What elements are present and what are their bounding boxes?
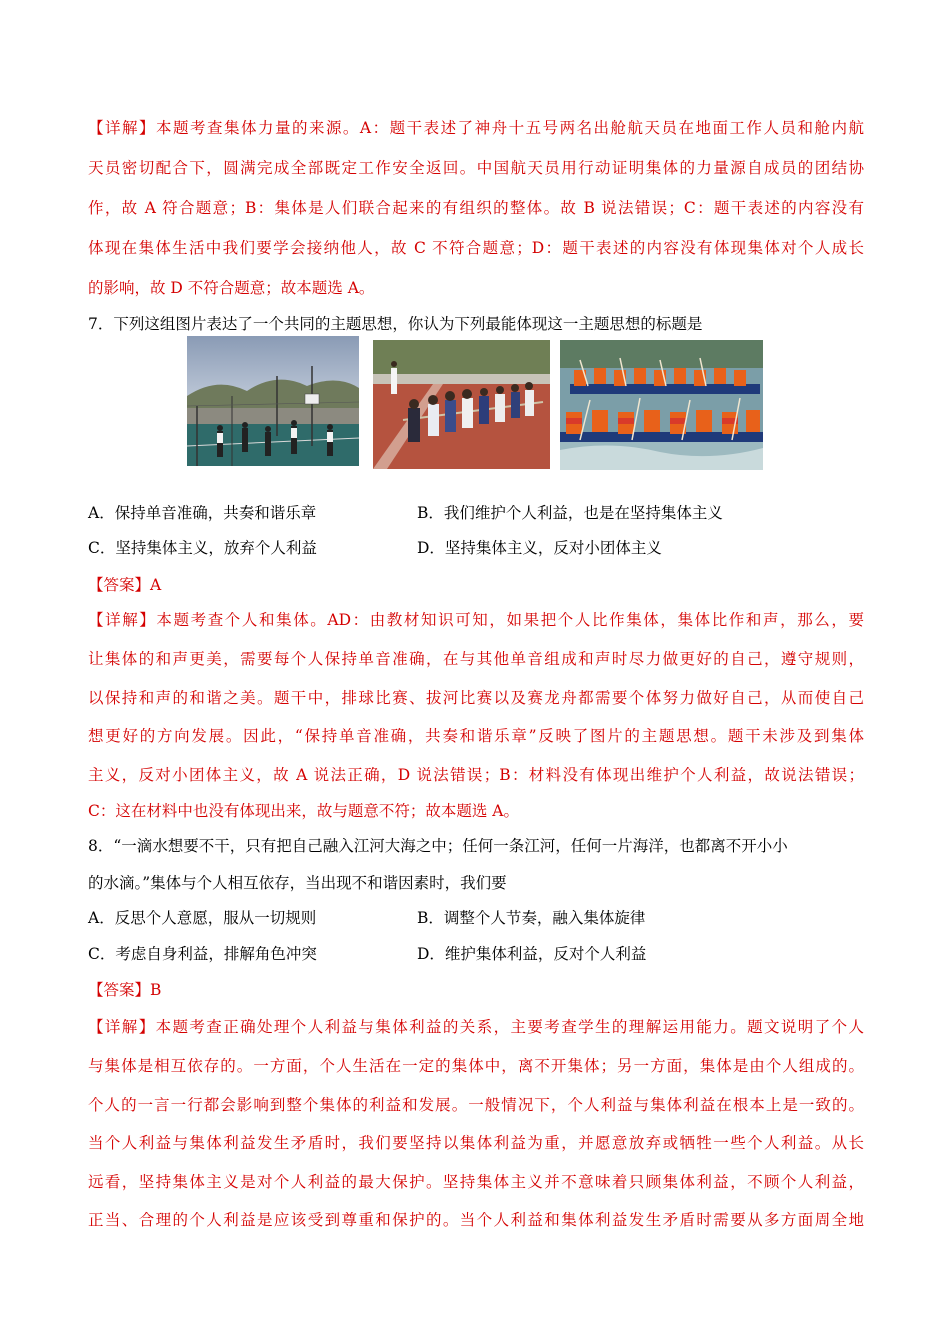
q6-detail-line-2: 天员密切配合下，圆满完成全部既定工作安全返回。中国航天员用行动证明集体的力量源自成员的团结协 bbox=[88, 159, 864, 177]
q6-detail-line-3: 作，故 A 符合题意；B：集体是人们联合起来的有组织的整体。故 B 说法错误；C：题干表述的内容没有 bbox=[88, 199, 864, 217]
q8-detail-line-6: 正当、合理的个人利益是应该受到尊重和保护的。当个人利益和集体利益发生矛盾时需要从多方面周全地 bbox=[88, 1211, 864, 1229]
q8-detail-line-2: 与集体是相互依存的。一方面，个人生活在一定的集体中，离不开集体；另一方面，集体是由个人组成的。 bbox=[88, 1057, 864, 1075]
q8-option-a[interactable]: A．反思个人意愿，服从一切规则 bbox=[88, 909, 317, 927]
q8-detail-line-4: 当个人利益与集体利益发生矛盾时，我们要坚持以集体利益为重，并愿意放弃或牺牲一些个人利益。从长 bbox=[88, 1134, 864, 1152]
q8-stem-line-1: 8．“一滴水想要不干，只有把自己融入江河大海之中；任何一条江河，任何一片海洋，也都离不开小小 bbox=[88, 837, 788, 855]
q7-answer: 【答案】A bbox=[88, 576, 162, 594]
q8-option-c[interactable]: C．考虑自身利益，排解角色冲突 bbox=[88, 945, 317, 963]
q6-detail-line-1: 【详解】本题考查集体力量的来源。A：题干表述了神舟十五号两名出舱航天员在地面工作人员和舱内航 bbox=[88, 119, 864, 137]
dragon-boat-photo bbox=[560, 340, 763, 470]
q8-detail-line-1: 【详解】本题考查正确处理个人利益与集体利益的关系，主要考查学生的理解运用能力。题文说明了个人 bbox=[88, 1018, 864, 1036]
q7-option-a[interactable]: A．保持单音准确，共奏和谐乐章 bbox=[88, 504, 317, 522]
q6-detail-line-4: 体现在集体生活中我们要学会接纳他人，故 C 不符合题意；D：题干表述的内容没有体现集体对个人成长 bbox=[88, 239, 864, 257]
q8-detail-line-3: 个人的一言一行都会影响到整个集体的利益和发展。一般情况下，个人利益与集体利益在根本上是一致的。 bbox=[88, 1096, 864, 1114]
q8-detail-line-5: 远看，坚持集体主义是对个人利益的最大保护。坚持集体主义并不意味着只顾集体利益，不顾个人利益， bbox=[88, 1173, 864, 1191]
q7-detail-line-1: 【详解】本题考查个人和集体。AD：由教材知识可知，如果把个人比作集体，集体比作和声，那么，要 bbox=[88, 611, 864, 629]
q8-option-d[interactable]: D．维护集体利益，反对个人利益 bbox=[417, 945, 647, 963]
q7-detail-line-2: 让集体的和声更美，需要每个人保持单音准确，在与其他单音组成和声时尽力做更好的自己，遵守规则， bbox=[88, 650, 864, 668]
basketball-photo bbox=[187, 336, 359, 466]
q7-detail-line-6: C：这在材料中也没有体现出来，故与题意不符；故本题选 A。 bbox=[88, 802, 519, 820]
tug-of-war-photo bbox=[373, 340, 550, 469]
q7-option-c[interactable]: C．坚持集体主义，放弃个人利益 bbox=[88, 539, 317, 557]
q7-stem: 7．下列这组图片表达了一个共同的主题思想，你认为下列最能体现这一主题思想的标题是 bbox=[88, 315, 703, 333]
q7-detail-line-4: 想更好的方向发展。因此，“保持单音准确，共奏和谐乐章”反映了图片的主题思想。题干未涉及到集体 bbox=[88, 727, 864, 745]
q6-detail-line-5: 的影响，故 D 不符合题意；故本题选 A。 bbox=[88, 279, 375, 297]
q7-detail-line-5: 主义，反对小团体主义，故 A 说法正确，D 说法错误；B：材料没有体现出维护个人利益，故说法错误； bbox=[88, 766, 864, 784]
q7-option-d[interactable]: D．坚持集体主义，反对小团体主义 bbox=[417, 539, 662, 557]
q8-option-b[interactable]: B．调整个人节奏，融入集体旋律 bbox=[417, 909, 646, 927]
q7-detail-line-3: 以保持和声的和谐之美。题干中，排球比赛、拔河比赛以及赛龙舟都需要个体努力做好自己，从而使自己 bbox=[88, 689, 864, 707]
q8-stem-line-2: 的水滴。”集体与个人相互依存，当出现不和谐因素时，我们要 bbox=[88, 874, 507, 892]
q7-option-b[interactable]: B．我们维护个人利益，也是在坚持集体主义 bbox=[417, 504, 723, 522]
q8-answer: 【答案】B bbox=[88, 981, 162, 999]
